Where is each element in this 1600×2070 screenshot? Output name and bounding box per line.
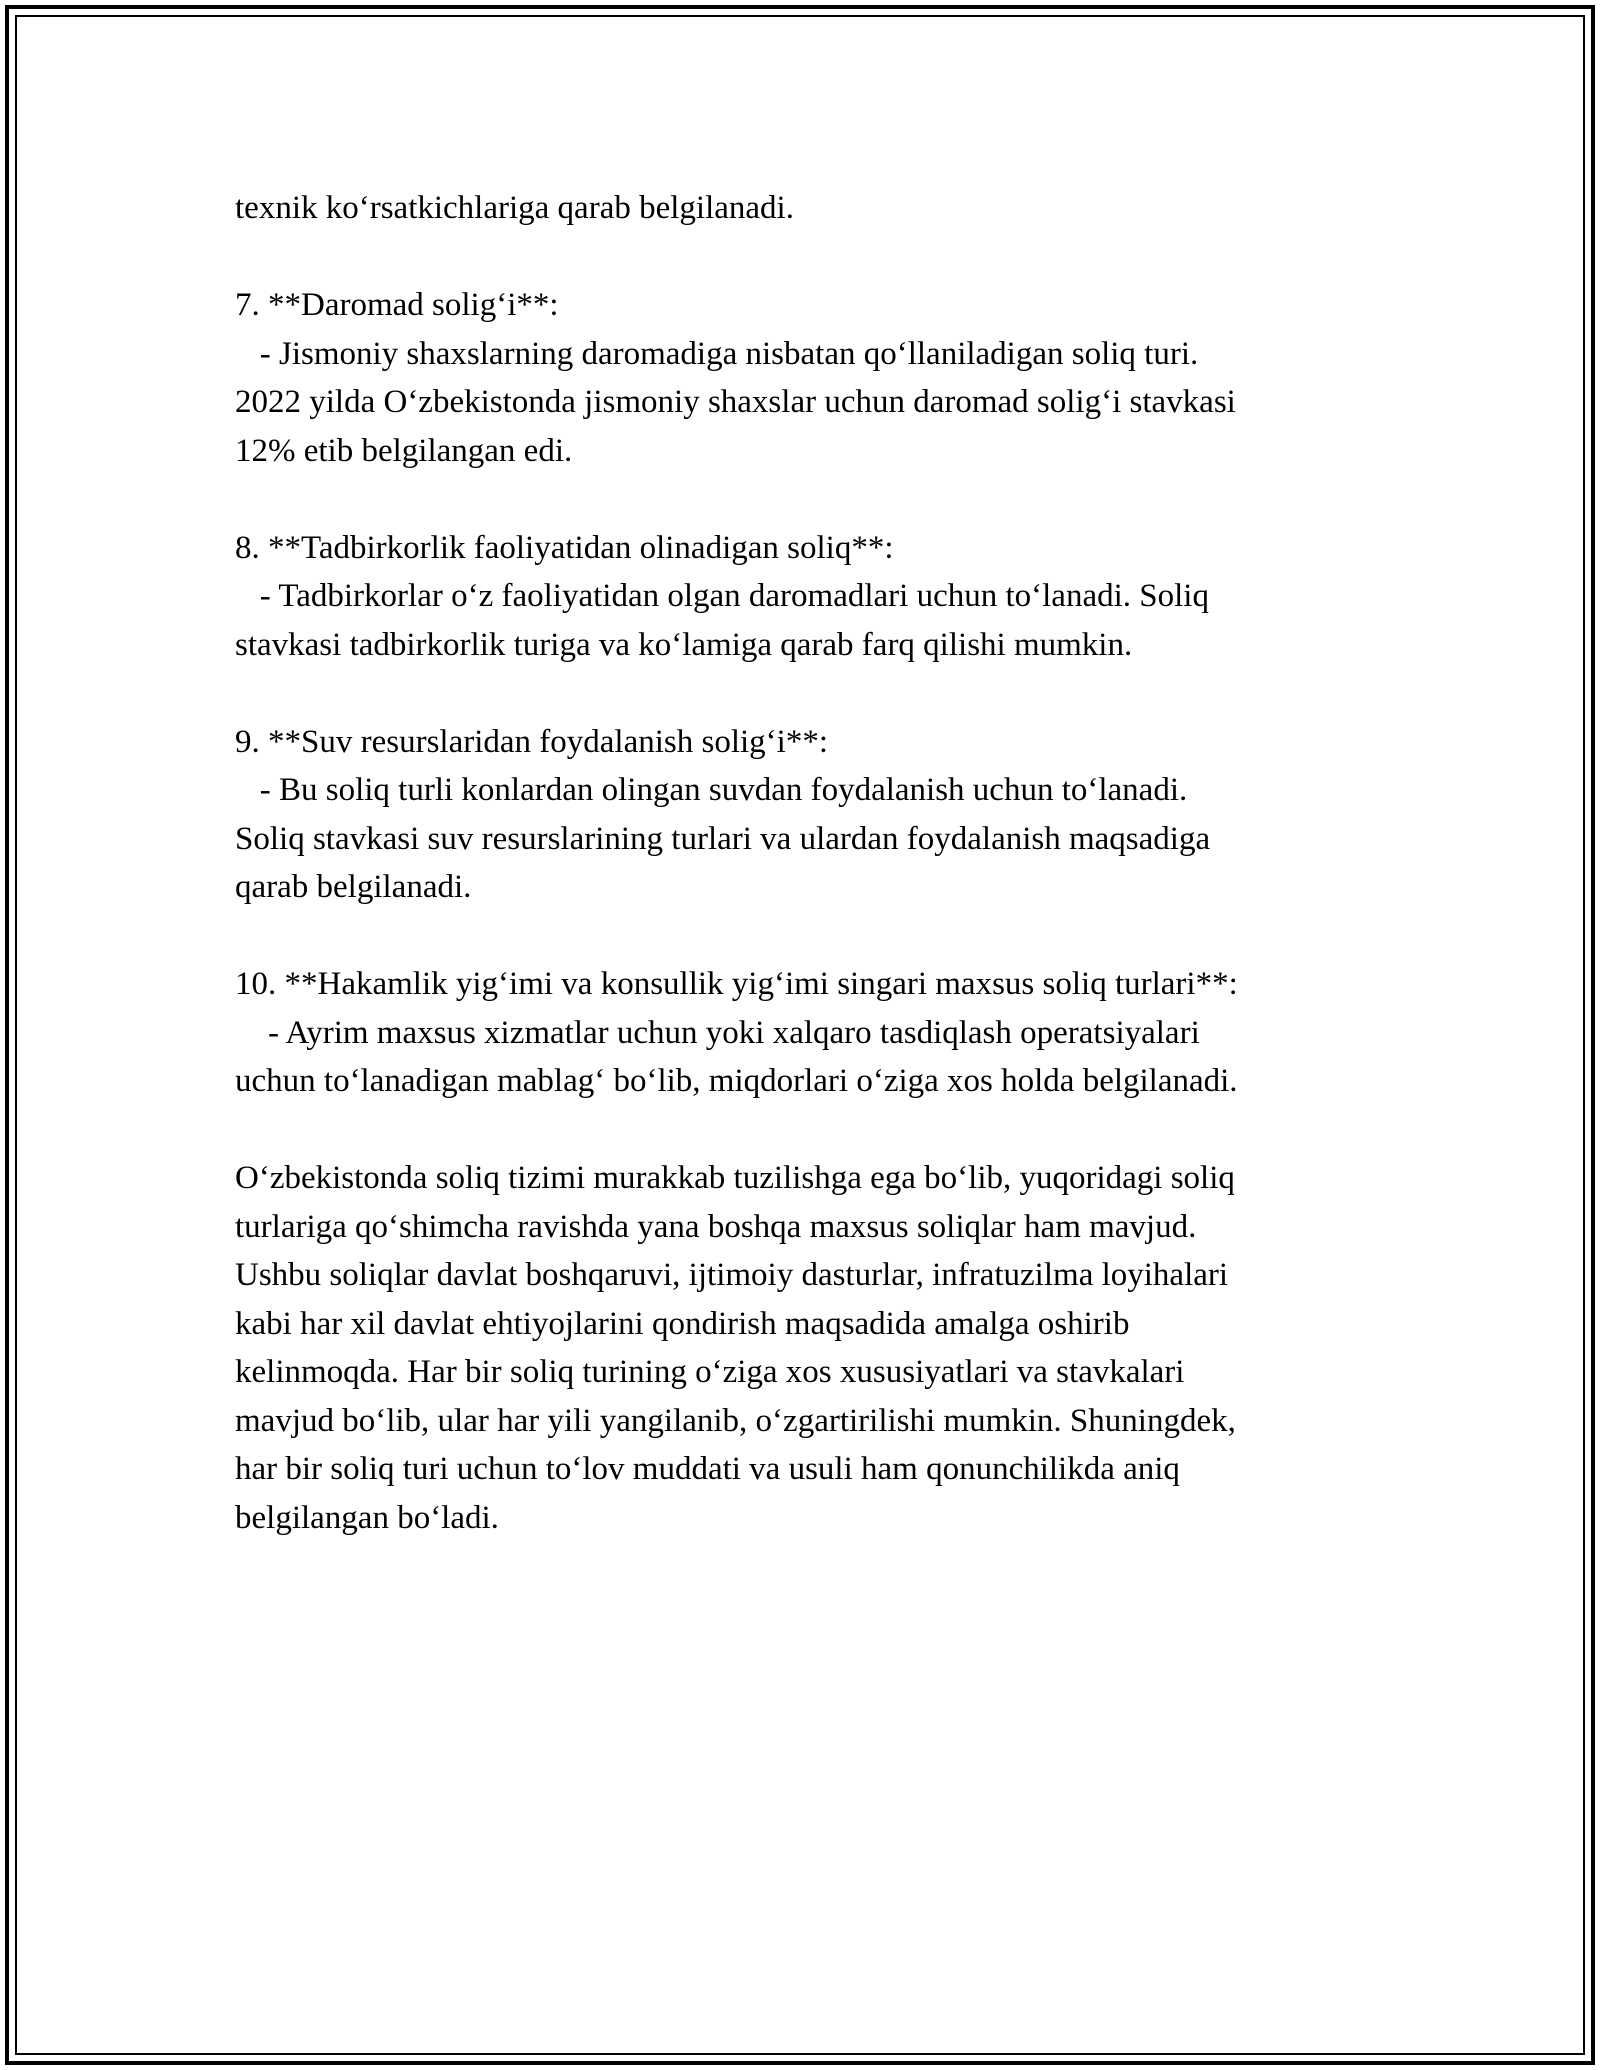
conclusion-line: mavjud bo‘lib, ular har yili yangilanib, o‘zgartirilishi mumkin. Shuningdek, <box>235 1402 1236 1439</box>
conclusion-line: Ushbu soliqlar davlat boshqaruvi, ijtimoiy dasturlar, infratuzilma loyihalari <box>235 1257 1229 1293</box>
section-heading: 8. **Tadbirkorlik faoliyatidan olinadigan soliq**: <box>235 529 894 566</box>
section-8 <box>235 524 1365 670</box>
section-body-line: 12% etib belgilangan edi. <box>235 432 573 469</box>
conclusion-line: kelinmoqda. Har bir soliq turining o‘ziga xos xususiyatlari va stavkalari <box>235 1354 1185 1390</box>
conclusion-line: belgilangan bo‘ladi. <box>235 1499 499 1536</box>
section-body-line: - Tadbirkorlar o‘z faoliyatidan olgan daromadlari uchun to‘lanadi. Soliq <box>235 578 1209 614</box>
section-body-line: uchun to‘lanadigan mablag‘ bo‘lib, miqdorlari o‘ziga xos holda belgilanadi. <box>235 1063 1238 1099</box>
section-body-line: Soliq stavkasi suv resurslarining turlari va ulardan foydalanish maqsadiga <box>235 820 1211 857</box>
section-body-line: qarab belgilanadi. <box>235 869 472 905</box>
spacer <box>235 912 1365 961</box>
conclusion-line: O‘zbekistonda soliq tizimi murakkab tuzilishga ega bo‘lib, yuqoridagi soliq <box>235 1160 1235 1196</box>
spacer <box>235 1106 1365 1155</box>
section-body-line: 2022 yilda O‘zbekistonda jismoniy shaxslar uchun daromad solig‘i stavkasi <box>235 384 1236 420</box>
spacer <box>235 233 1365 282</box>
conclusion-line: kabi har xil davlat ehtiyojlarini qondirish maqsadida amalga oshirib <box>235 1305 1130 1342</box>
section-body-line: - Bu soliq turli konlardan olingan suvdan foydalanish uchun to‘lanadi. <box>235 772 1188 808</box>
section-body-line: - Ayrim maxsus xizmatlar uchun yoki xalqaro tasdiqlash operatsiyalari <box>235 1014 1200 1051</box>
intro-line: texnik ko‘rsatkichlariga qarab belgilanadi. <box>235 190 794 226</box>
section-heading: 7. **Daromad solig‘i**: <box>235 287 559 323</box>
section-7 <box>235 281 1365 475</box>
section-heading: 10. **Hakamlik yig‘imi va konsullik yig‘imi singari maxsus soliq turlari**: <box>235 966 1238 1002</box>
spacer <box>235 669 1365 718</box>
conclusion-paragraph <box>235 1154 1365 1542</box>
section-9 <box>235 718 1365 912</box>
section-10 <box>235 960 1365 1106</box>
spacer <box>235 475 1365 524</box>
conclusion-line: turlariga qo‘shimcha ravishda yana boshqa maxsus soliqlar ham mavjud. <box>235 1208 1197 1245</box>
section-heading: 9. **Suv resurslaridan foydalanish solig‘i**: <box>235 723 829 760</box>
conclusion-line: har bir soliq turi uchun to‘lov muddati va usuli ham qonunchilikda aniq <box>235 1451 1180 1487</box>
section-body-line: stavkasi tadbirkorlik turiga va ko‘lamiga qarab farq qilishi mumkin. <box>235 626 1133 663</box>
section-body-line: - Jismoniy shaxslarning daromadiga nisbatan qo‘llaniladigan soliq turi. <box>235 335 1199 372</box>
document-body <box>235 184 1365 1542</box>
